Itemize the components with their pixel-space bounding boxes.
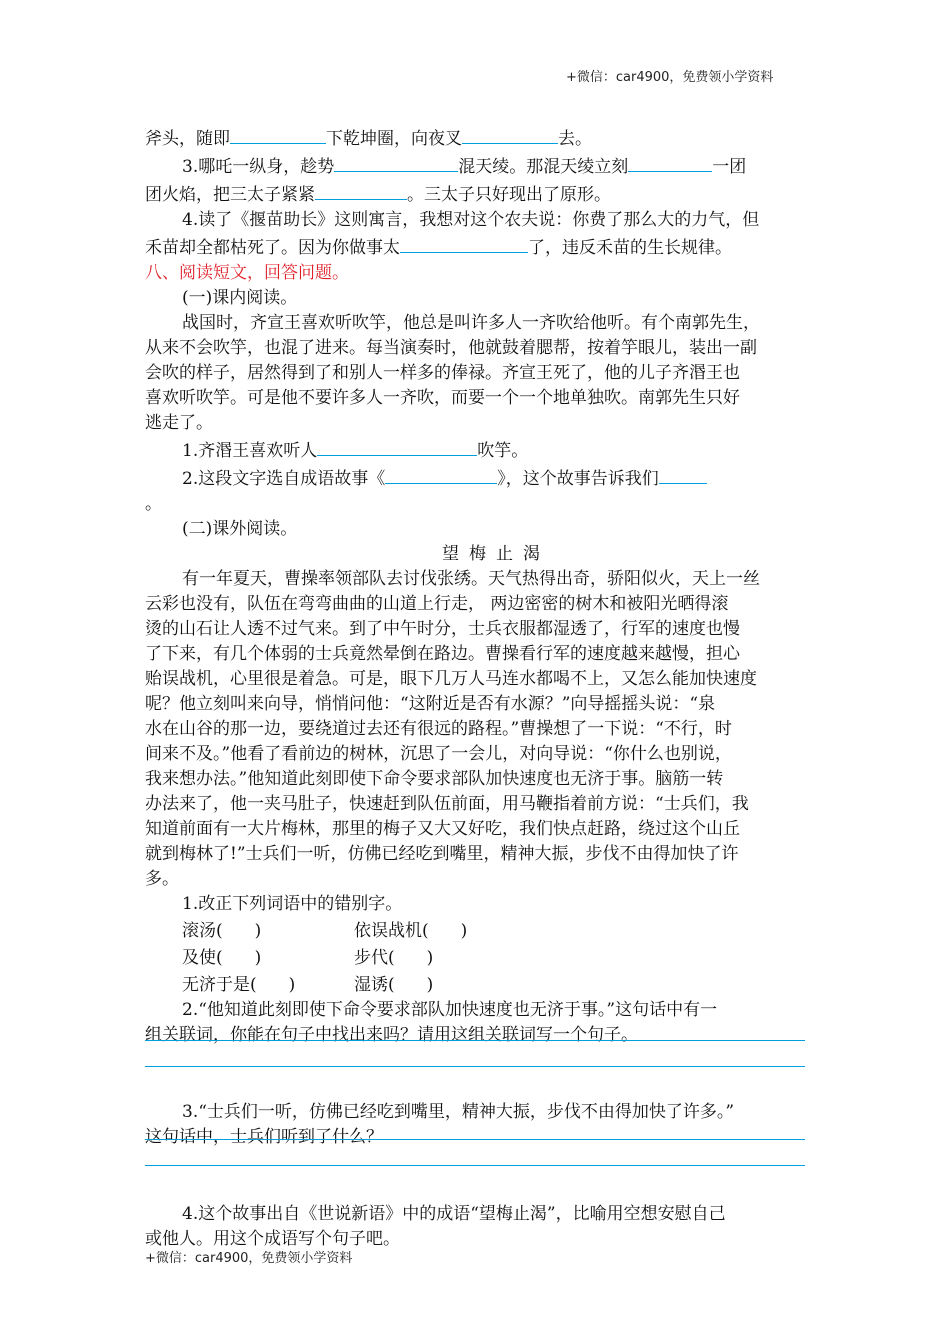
question-4: 4.读了《揠苗助长》这则寓言，我想对这个农夫说：你费了那么大的力气，但: [182, 210, 760, 230]
answer-slot[interactable]: [395, 944, 427, 963]
answer-slot[interactable]: [223, 944, 255, 963]
passage-1-question-1: 1.齐湣王喜欢听人 吹竽。: [145, 436, 807, 464]
part-1-label: (一)课内阅读。: [182, 288, 298, 308]
question-3-text: 3.“士兵们一听，仿佛已经吃到嘴里，精神大振，步伐不由得加快了许多。”: [182, 1102, 735, 1122]
question-4-text-cont: 或他人。用这个成语写个句子吧。: [145, 1229, 400, 1249]
passage-1-question-2-end: 。: [145, 494, 162, 514]
question-2-text-cont: 组关联词，你能在句子中找出来吗？请用这组关联词写一个句子。: [145, 1025, 638, 1045]
part-2-label: (二)课外阅读。: [182, 519, 298, 539]
fill-blank[interactable]: [317, 436, 477, 456]
answer-line[interactable]: [145, 1165, 805, 1166]
watermark-bottom: +微信：car4900，免费领小学资料: [145, 1251, 353, 1266]
passage-2: 有一年夏天，曹操率领部队去讨伐张绣。天气热得出奇，骄阳似火，天上一丝 云彩也没有，队伍在弯弯曲曲的山道上行走， 两边密密的树木和被阳光晒得滚 烫的山石让人透不过气来。到了中午时分，士兵衣服都湿透了，行军的速度也慢 了下来，有几个体弱的士兵竟然晕倒在路边。曹操看行军的速度越来越慢，担心 贻误战机，心里很是着急。可是，眼下几万人马连水都喝不上，又怎么能加快速度 呢？他立刻叫来向导，悄悄问他：“这附近是否有水源？”向导摇摇头说：“泉 水在山谷的那一边，要绕道过去还有很远的路程。”曹操想了一下说：“不行，时 间来不及。”他看了看前边的树林，沉思了一会儿，对向导说：“你什么也别说， 我来想办法。”他知道此刻即使下命令要求部队加快速度也无济于事。脑筋一转 办法来了，他一夹马肚子，快速赶到队伍前面，用马鞭指着前方说：“士兵们，我 知道前面有一大片梅林，那里的梅子又大又好吃，我们快点赶路，绕过这个山丘 就到梅林了!”士兵们一听，仿佛已经吃到嘴里，精神大振，步伐不由得加快了许 多。: [145, 569, 760, 889]
fill-blank[interactable]: [230, 124, 326, 144]
question-4-text: 4.这个故事出自《世说新语》中的成语“望梅止渴”，比喻用空想安慰自己: [182, 1204, 726, 1224]
answer-slot[interactable]: [429, 917, 461, 936]
answer-slot[interactable]: [257, 971, 289, 990]
fill-blank[interactable]: [659, 464, 707, 484]
fill-blank[interactable]: [400, 233, 528, 253]
fill-blank[interactable]: [315, 180, 407, 200]
fill-blank[interactable]: [462, 124, 558, 144]
passage-1: 战国时，齐宣王喜欢听吹竽，他总是叫许多人一齐吹给他听。有个南郭先生， 从来不会吹竽，也混了进来。每当演奏时，他就鼓着腮帮，按着竽眼儿，装出一副 会吹的样子，居然得到了和别人一样多的俸禄。齐宣王死了，他的儿子齐湣王也 喜欢听吹竽。可是他不要许多人一齐吹，而要一个一个地单独吹。南郭先生只好 逃走了。: [145, 313, 760, 433]
question-3-text-cont: 这句话中，士兵们听到了什么？: [145, 1127, 383, 1147]
story-title: 望梅止渴: [442, 544, 550, 564]
answer-line[interactable]: [145, 1139, 805, 1140]
answer-slot[interactable]: [395, 971, 427, 990]
typo-row-1: 滚汤( ) 依误战机( ): [145, 917, 807, 944]
worksheet-content: [145, 124, 807, 1252]
question-4-cont: 禾苗却全都枯死了。因为你做事太 了，违反禾苗的生长规律。: [145, 233, 807, 261]
question-3-cont: 团火焰，把三太子紧紧 。三太子只好现出了原形。: [145, 180, 807, 208]
watermark-top: +微信：car4900，免费领小学资料: [566, 70, 774, 85]
answer-slot[interactable]: [223, 917, 255, 936]
fill-blank[interactable]: [628, 152, 712, 172]
question-correct-typos: 1.改正下列词语中的错别字。: [182, 894, 403, 914]
passage-1-question-2: 2.这段文字选自成语故事《 》，这个故事告诉我们: [145, 464, 807, 492]
question-3: 3.哪吒一纵身，趁势 混天绫。那混天绫立刻 一团: [145, 152, 807, 180]
question-2-text: 2.“他知道此刻即使下命令要求部队加快速度也无济于事。”这句话中有一: [182, 1000, 718, 1020]
typo-row-2: 及使( ) 步代( ): [145, 944, 807, 971]
q2-continuation: 斧头，随即 下乾坤圈，向夜叉 去。: [145, 124, 807, 152]
typo-row-3: 无济于是( ) 湿诱( ): [145, 971, 807, 998]
answer-line[interactable]: [145, 1066, 805, 1067]
fill-blank[interactable]: [334, 152, 458, 172]
fill-blank[interactable]: [385, 464, 497, 484]
section-8-heading: 八、阅读短文，回答问题。: [145, 263, 349, 283]
answer-line[interactable]: [145, 1040, 805, 1041]
